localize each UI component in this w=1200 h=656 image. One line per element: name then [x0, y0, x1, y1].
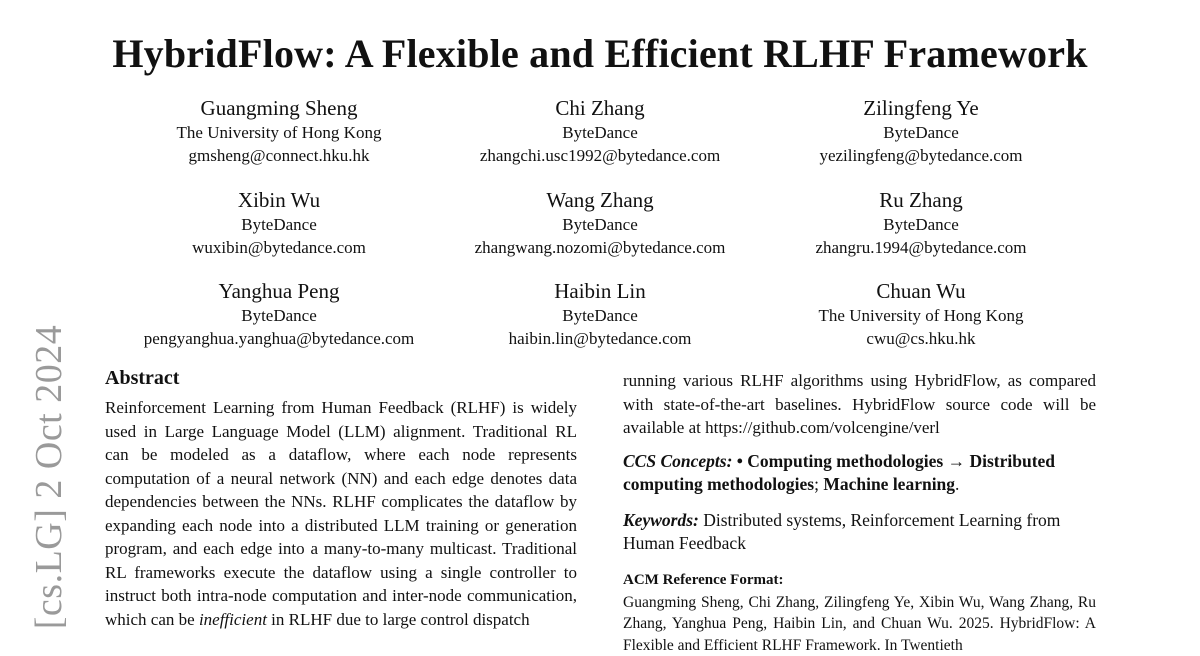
author-email: gmsheng@connect.hku.hk — [99, 144, 459, 167]
author-affiliation: ByteDance — [99, 304, 459, 327]
author-email: pengyanghua.yanghua@bytedance.com — [99, 327, 459, 350]
author-email: haibin.lin@bytedance.com — [420, 327, 780, 350]
author-block — [741, 278, 1101, 350]
author-block — [99, 95, 459, 167]
author-name: Chi Zhang — [420, 95, 780, 121]
author-affiliation: ByteDance — [99, 213, 459, 236]
author-block — [420, 187, 780, 259]
author-block — [99, 278, 459, 350]
author-block — [741, 95, 1101, 167]
acm-reference-heading: ACM Reference Format: — [623, 570, 1096, 590]
keywords — [623, 509, 1096, 556]
abstract-text-after: in RLHF due to large control dispatch — [267, 610, 530, 629]
author-name: Yanghua Peng — [99, 278, 459, 304]
ccs-label: CCS Concepts: — [623, 451, 732, 471]
acm-reference-text: Guangming Sheng, Chi Zhang, Zilingfeng Ye, Xibin Wu, Wang Zhang, Ru Zhang, Yanghua Peng, Haibin Lin, and Chuan Wu. 2025. HybridFlow: A Flexible and Efficient RLHF Framework. In Twentieth — [623, 592, 1096, 656]
author-affiliation: The University of Hong Kong — [741, 304, 1101, 327]
author-email: zhangwang.nozomi@bytedance.com — [420, 236, 780, 259]
author-name: Xibin Wu — [99, 187, 459, 213]
ccs-bullet: • — [737, 451, 743, 471]
author-affiliation: ByteDance — [420, 304, 780, 327]
author-email: cwu@cs.hku.hk — [741, 327, 1101, 350]
keywords-text: Distributed systems, Reinforcement Learning from Human Feedback — [623, 510, 1060, 554]
abstract-continuation: running various RLHF algorithms using HybridFlow, as compared with state-of-the-art baselines. HybridFlow source code will be available at https://github.com/volcengine/verl — [623, 369, 1096, 440]
ccs-concept-primary: Computing methodologies → Distributed computing methodologies — [623, 451, 1055, 495]
author-email: wuxibin@bytedance.com — [99, 236, 459, 259]
left-column — [105, 366, 577, 631]
author-name: Wang Zhang — [420, 187, 780, 213]
author-affiliation: ByteDance — [741, 121, 1101, 144]
author-email: zhangchi.usc1992@bytedance.com — [420, 144, 780, 167]
arxiv-sidebar-stamp — [0, 0, 100, 648]
author-affiliation: The University of Hong Kong — [99, 121, 459, 144]
author-name: Guangming Sheng — [99, 95, 459, 121]
ccs-concepts — [623, 450, 1096, 497]
author-name: Zilingfeng Ye — [741, 95, 1101, 121]
abstract-body — [105, 396, 577, 631]
right-column — [623, 369, 1096, 656]
abstract-emphasis: inefficient — [199, 610, 267, 629]
author-block — [99, 187, 459, 259]
author-affiliation: ByteDance — [420, 121, 780, 144]
author-name: Ru Zhang — [741, 187, 1101, 213]
abstract-text-before: Reinforcement Learning from Human Feedback (RLHF) is widely used in Large Language Model (LLM) alignment. Traditional RL can be modeled as a dataflow, where each node represents computation of a neural network (NN) and each edge denotes data dependencies between the NNs. RLHF complicates the dataflow by expanding each node into a distributed LLM training or generation program, and each edge into a many-to-many multicast. Traditional RL frameworks execute the dataflow using a single controller to instruct both intra-node computation and inter-node communication, which can be — [105, 398, 577, 629]
abstract-heading: Abstract — [105, 366, 577, 390]
keywords-label: Keywords: — [623, 510, 699, 530]
author-affiliation: ByteDance — [741, 213, 1101, 236]
author-affiliation: ByteDance — [420, 213, 780, 236]
ccs-end: . — [955, 474, 959, 494]
ccs-separator: ; — [814, 474, 819, 494]
author-email: yezilingfeng@bytedance.com — [741, 144, 1101, 167]
ccs-concept-secondary: Machine learning — [823, 474, 955, 494]
author-name: Haibin Lin — [420, 278, 780, 304]
arxiv-stamp-text: [cs.LG] 2 Oct 2024 — [27, 325, 71, 629]
author-email: zhangru.1994@bytedance.com — [741, 236, 1101, 259]
paper-title: HybridFlow: A Flexible and Efficient RLHF Framework — [0, 30, 1200, 77]
author-block — [741, 187, 1101, 259]
author-block — [420, 95, 780, 167]
author-name: Chuan Wu — [741, 278, 1101, 304]
author-block — [420, 278, 780, 350]
